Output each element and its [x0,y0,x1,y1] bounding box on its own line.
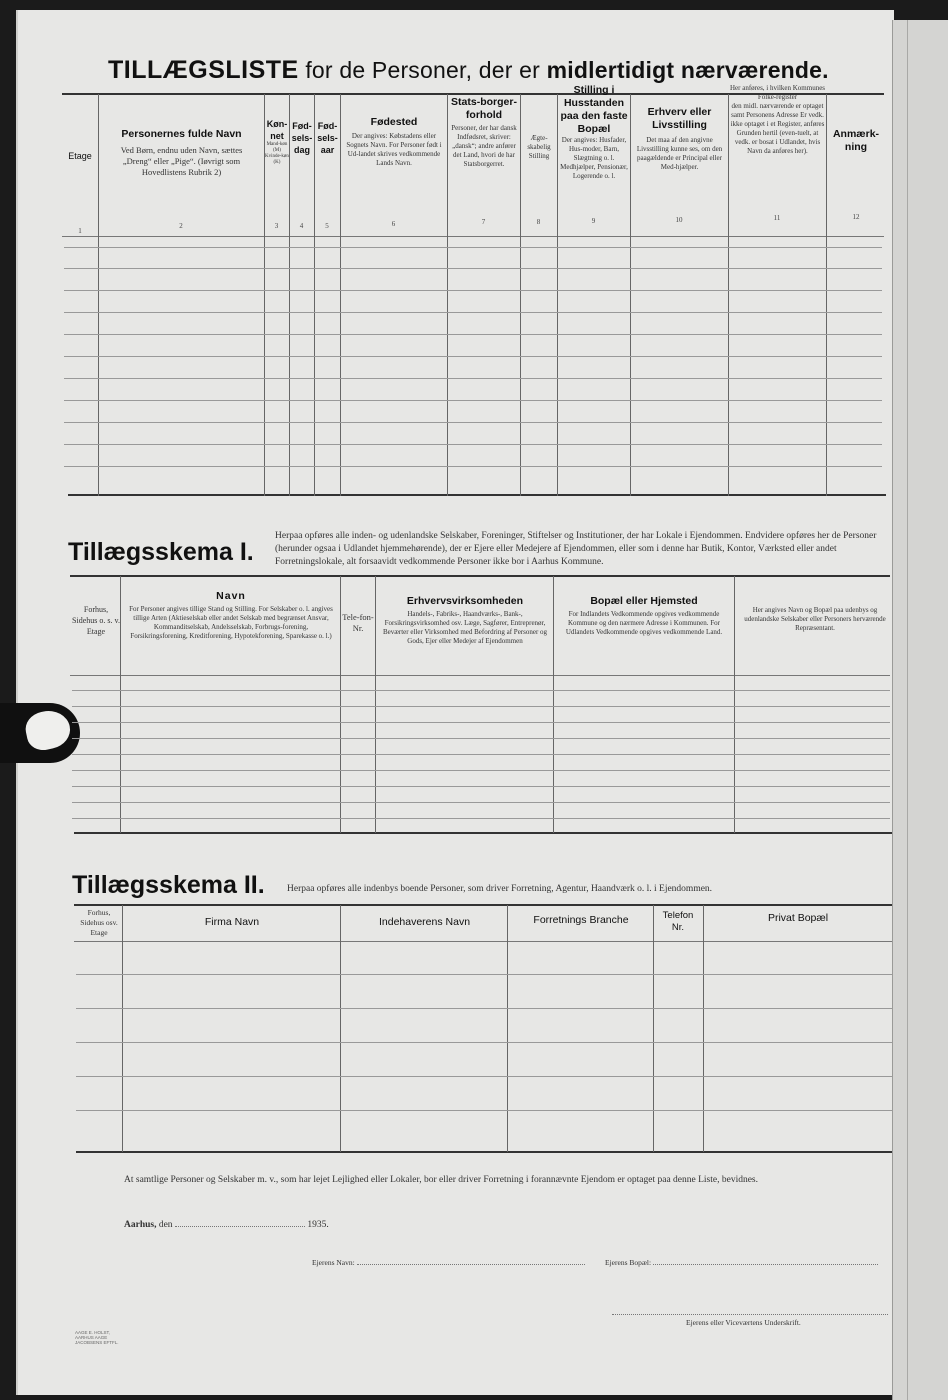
owner-name-line: Ejerens Navn: [312,1258,585,1267]
adjacent-page-edge [892,20,948,1400]
col-marital-header: Ægte-skabelig Stilling [527,134,551,160]
main-title: TILLÆGSLISTE for de Personer, der er midlertidigt nærværende. [108,56,829,84]
col-number: 11 [773,214,781,222]
col-number: 1 [78,227,82,235]
skema1-col-etage: Forhus, Sidehus o. s. v. Etage [72,605,120,636]
col-birthplace-header: Fødested Der angives: Købstadens eller Sognets Navn. For Personer født i Ud-landet skrives vedkommende Lands Navn. [346,116,442,167]
printer-imprint: AAGE E. HOLST, AARHUS AAGE JACOBSENS EFTFL. [75,1330,119,1345]
col-remarks-header: Anmærk-ning [832,128,880,153]
col-number: 7 [481,218,486,226]
col-etage-header: Etage [68,151,92,161]
skema2-col-branche: Forretnings Branche [533,914,629,926]
col-number: 4 [299,222,304,230]
col-household-header: Stilling i Husstanden paa den faste Bopæl Der angives: Husfader, Hus-moder, Barn, Slægtning o. l. Medhjælper, Pensionær, Logerende o. l. [560,84,628,180]
skema1-intro: Herpaa opføres alle inden- og udenlandske Selskaber, Foreninger, Stiftelser og Institutioner, der har Lokale i Ejendommen. Endvidere opføres her de Personer (herunder ogsaa i Udlandet hjemmehørende), der er Ejere eller Medejere af Ejendommen, eller som i denne har Butik, Kontor, Værksted eller andet Forretningslokale, alt forsaavidt vedkommende Personer ikke bor i Aarhus Kommune. [275,531,877,567]
skema1-title: Tillægsskema I. [68,538,254,566]
signature-field[interactable] [612,1314,888,1315]
skema1-col-telefon: Tele-fon-Nr. [342,612,374,633]
col-number: 2 [179,222,183,230]
date-line: Aarhus, den 1935. [124,1220,329,1230]
skema2-col-bopael: Privat Bopæl [767,912,829,924]
col-number: 10 [675,216,683,224]
col-number: 12 [852,213,860,221]
certification-text: At samtlige Personer og Selskaber m. v., som har lejet Lejlighed eller Lokaler, bor eller driver Forretning i forannævnte Ejendom er optaget paa denne Liste, bevidnes. [124,1175,758,1185]
skema1-col-erhverv: Erhvervsvirksomheden Handels-, Fabriks-, Haandværks-, Bank-, Forsikringsvirksomhed osv. Læge, Sagfører, Entreprenør, Beværter eller Virksomhed med Befordring af Personer og Gods, Ejer eller Medejer af Ejendommen [382,595,548,645]
skema2-col-firma: Firma Navn [204,916,260,928]
col-birthday-header: Fød-sels-dag [291,121,313,155]
col-number: 3 [274,222,279,230]
signature-label: Ejerens eller Viceværtens Underskrift. [686,1318,801,1327]
owner-name-field[interactable] [357,1264,585,1265]
col-birthyear-header: Fød-sels-aar [317,121,338,155]
skema2-col-telefon: Telefon Nr. [662,910,694,933]
owner-address-line: Ejerens Bopæl: [605,1258,878,1267]
col-number: 9 [591,217,596,225]
col-register-header: Her anføres, i hvilken Kommunes Folke-register den midl. nærværende er optaget samt Personens Adresse Er vedk. ikke optaget i et Register, anføres Grunden hertil (even-tuelt, at vedk. er bosat i Udlandet, hvis Navn da anføres her). [729,84,826,155]
col-name-header: Personernes fulde Navn Ved Børn, endnu uden Navn, sættes „Dreng“ eller „Pige“. (Iøvrigt som Hovedlistens Rubrik 2) [120,128,243,177]
skema2-col-etage: Forhus, Sidehus osv. Etage [80,908,118,937]
col-citizenship-header: Stats-borger-forhold Personer, der har dansk Indfødsret, skriver: „dansk“; andre anfører det Land, hvori de har Statsborgerret. [451,96,517,168]
skema1-col-navn: Navn For Personer angives tillige Stand og Stilling. For Selskaber o. l. angives tillige Arten (Aktieselskab eller andet Selskab med begrænset Ansvar, Kommanditselskab, Andelsselskab, Forbrugs-forening, Forsikringsforening, Kreditforening, Hypotekforening, Sparekasse o. l.) [129,590,333,640]
col-occupation-header: Erhverv eller Livsstilling Det maa af den angivne Livsstilling kunne ses, om den paagældende er Principal eller Med-hjælper. [636,106,723,171]
skema1-col-bopael: Bopæl eller Hjemsted For Indlandets Vedkommende opgives vedkommende Kommune og den nærmere Adresse i Kommunen. For Udlandets Vedkommende opgives vedkommende Land. [565,595,723,636]
owner-address-field[interactable] [653,1264,878,1265]
skema2-title: Tillægsskema II. [72,871,265,899]
col-number: 5 [325,222,329,230]
col-number: 6 [391,220,396,228]
date-field[interactable] [175,1226,305,1227]
col-gender-header: Køn-net Mand-køn (M) Kvinde-køn (K) [265,119,289,165]
skema2-col-indehaver: Indehaverens Navn [378,916,471,928]
binder-clip [0,703,80,763]
col-number: 8 [536,218,541,226]
skema2-intro: Herpaa opføres alle indenbys boende Personer, som driver Forretning, Agentur, Haandværk o. l. i Ejendommen. [287,884,713,894]
skema1-col-repraesentant: Her angives Navn og Bopæl paa udenbys og udenlandske Selskaber eller Personers herværende Repræsentant. [744,606,886,632]
